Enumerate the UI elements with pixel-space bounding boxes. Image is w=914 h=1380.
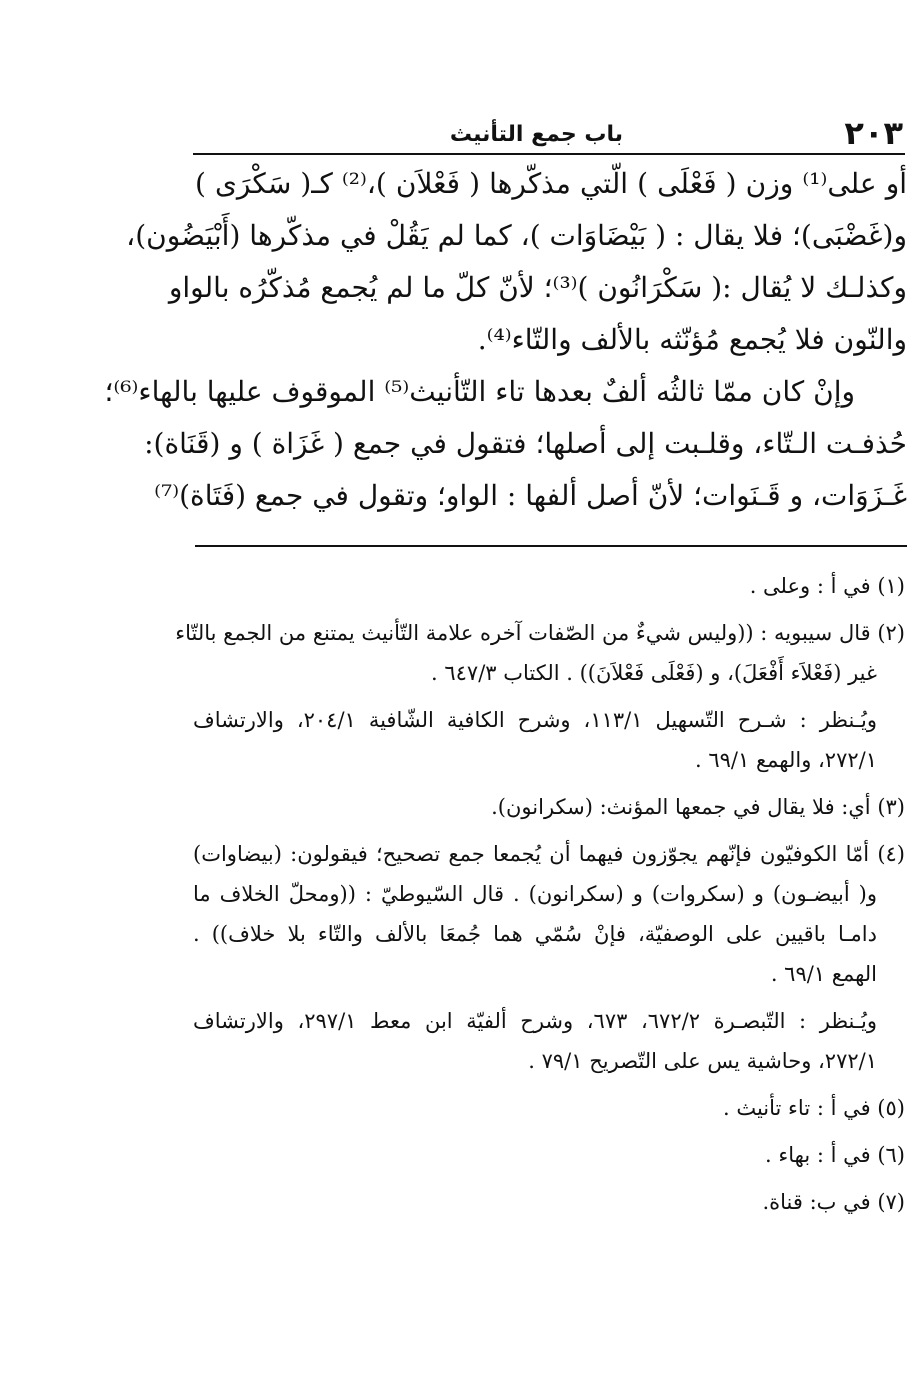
page-number: ٢٠٣ [844, 114, 903, 152]
footnote-line: (٢) قال سيبويه : ((وليس شيءٌ من الصّفات آخره علامة التّأنيث يمتنع من الجمع بالتّاء [175, 621, 905, 645]
main-text-line: و(غَضْبَى)؛ فلا يقال : ( بَيْضَاوَات )، كما لم يَقُلْ في مذكّرها (أَبْيَضُون)، [126, 219, 907, 252]
footnote-line: ويُـنظر : التّبصـرة ٦٧٢/٢، ٦٧٣، وشرح ألفيّة ابن معط ٢٩٧/١، والارتشاف [193, 1009, 878, 1033]
footnote-line: (٥) في أ : تاء تأنيث . [722, 1096, 905, 1120]
running-title: باب جمع التأنيث [449, 122, 623, 147]
footnote-separator [195, 545, 907, 547]
footnotes [175, 566, 905, 1222]
footnote-line: غير (فَعْلاَء أَفْعَلَ)، و (فَعْلَى فَعْلاَنَ)) . الكتاب ٦٤٧/٣ . [431, 661, 877, 685]
footnote-line: ويُـنظر : شـرح التّسهيل ١١٣/١، وشرح الكافية الشّافية ٢٠٤/١، والارتشاف [193, 708, 877, 732]
footnote-line: (٦) في أ : بهاء . [765, 1143, 905, 1167]
page-header [193, 114, 903, 154]
main-text-line: والنّون فلا يُجمع مُؤنّثه بالألف والتّاء⁽⁴⁾. [477, 323, 907, 356]
main-text-line: وكذلـك لا يُقال :( سَكْرَانُون )⁽³⁾؛ لأنّ كلّ ما لم يُجمع مُذكّرُه بالواو [168, 271, 907, 304]
header-rule [193, 153, 905, 155]
main-text-line: حُذفـت الـتّاء، وقلـبت إلى أصلها؛ فتقول في جمع ( غَزَاة ) و (قَنَاة): [144, 427, 907, 460]
footnote-line: دامـا باقيين على الوصفيّة، فإنْ سُمّي هما جُمعَا بالألف والتّاء بلا خلاف)) . [193, 922, 877, 946]
footnote-line: (٤) أمّا الكوفيّون فإنّهم يجوّزون فيهما أن يُجمعا جمع تصحيح؛ فيقولون: (بيضاوات) [193, 842, 905, 866]
main-text [104, 158, 907, 522]
main-text-line: غَـزَوَات، و قَـنَوات؛ لأنّ أصل ألفها : الواو؛ وتقول في جمع (فَتَاة)⁽⁷⁾ [154, 479, 907, 512]
main-text-line: أو على⁽¹⁾ وزن ( فَعْلَى ) الّتي مذكّرها ( فَعْلاَن )،⁽²⁾ كـ( سَكْرَى ) [195, 167, 907, 200]
footnote-line: (٣) أي: فلا يقال في جمعها المؤنث: (سكرانون). [491, 795, 905, 819]
footnote-line: الهمع ٦٩/١ . [770, 962, 877, 986]
footnote-line: ٢٧٢/١، والهمع ٦٩/١ . [695, 748, 877, 772]
main-text-line: وإنْ كان ممّا ثالثُه ألفٌ بعدها تاء التّأنيث⁽⁵⁾ الموقوف عليها بالهاء⁽⁶⁾؛ [104, 375, 855, 408]
footnote-line: ٢٧٢/١، وحاشية يس على التّصريح ٧٩/١ . [528, 1049, 877, 1073]
footnote-line: و( أبيضـون) و (سكروات) و (سكرانون) . قال السّيوطيّ : ((ومحلّ الخلاف ما [193, 882, 877, 906]
footnote-line: (٧) في ب: قناة. [762, 1190, 905, 1214]
footnote-line: (١) في أ : وعلى . [749, 574, 905, 598]
